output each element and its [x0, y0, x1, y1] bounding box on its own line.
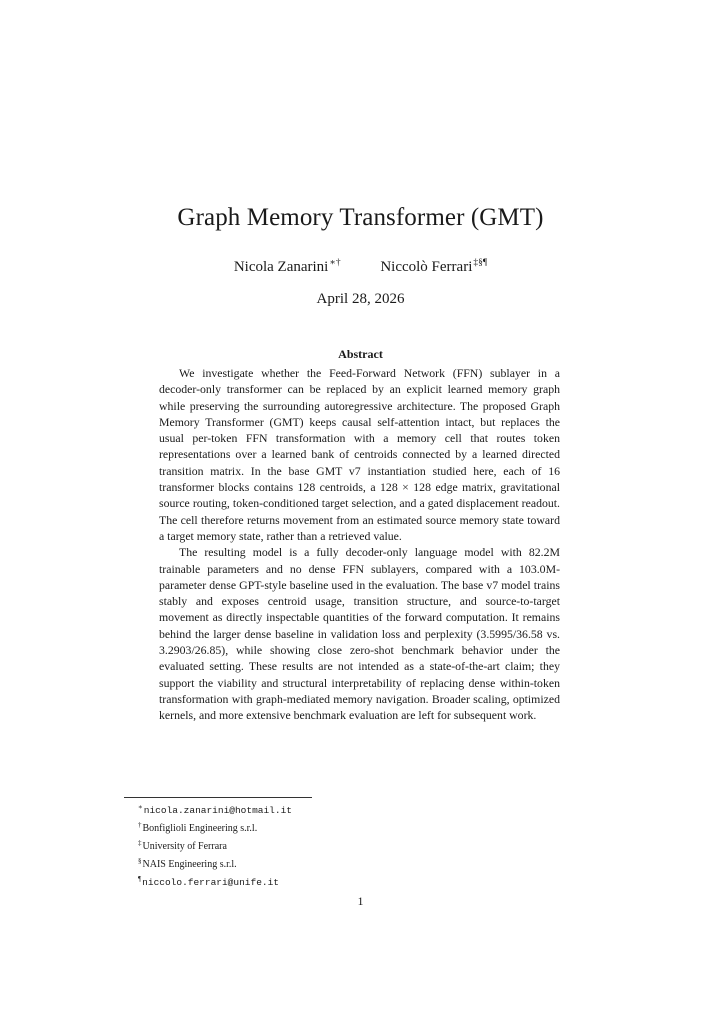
footnote-mark: ∗ — [138, 803, 143, 811]
abstract-body — [159, 365, 560, 724]
author-1-name: Nicola Zanarini — [233, 259, 329, 275]
footnote-email-1 — [138, 800, 598, 818]
author-1-affiliation-marks: ∗† — [329, 258, 341, 268]
author-list — [0, 257, 721, 276]
author-2-affiliation-marks: ‡§¶ — [473, 258, 488, 268]
paper-date: April 28, 2026 — [316, 291, 405, 307]
footnote-text[interactable]: niccolo.ferrari@unife.it — [142, 877, 279, 888]
footnote-text: Bonfiglioli Engineering s.r.l. — [142, 823, 258, 834]
paper-title: Graph Memory Transformer (GMT) — [177, 204, 544, 231]
author-2 — [380, 258, 487, 276]
footnote-rule — [124, 797, 312, 798]
page-number: 1 — [357, 894, 364, 908]
footnote-mark: ‡ — [138, 839, 142, 847]
abstract-paragraph-2: The resulting model is a fully decoder-only language model with 82.2M trainable parameters and no dense FFN sublayers, compared with a 103.0M-parameter dense GPT-style baseline used in the evaluation. The base v7 model trains stably and exposes centroid usage, transition structure, and source-to-target movement as directly inspectable quantities of the forward computation. It remains behind the larger dense baseline in validation loss and perplexity (3.5995/36.58 vs. 3.2903/26.85), while showing close zero-shot benchmark behavior under the evaluated setting. These results are not intended as a state-of-the-art claim; they support the viability and structural interpretability of replacing dense within-token transformation with graph-mediated memory navigation. Broader scaling, optimized kernels, and more extensive benchmark evaluation are left for subsequent work. — [159, 545, 560, 723]
footnote-affiliation-1 — [138, 818, 598, 836]
author-2-name: Niccolò Ferrari — [380, 259, 473, 275]
author-1 — [234, 257, 341, 276]
footnote-affiliation-2 — [138, 836, 598, 854]
footnote-text: NAIS Engineering s.r.l. — [142, 859, 237, 870]
footnote-text[interactable]: nicola.zanarini@hotmail.it — [143, 805, 292, 816]
abstract-paragraph-1: We investigate whether the Feed-Forward Network (FFN) sublayer in a decoder-only transformer can be replaced by an explicit learned memory graph while preserving the surrounding autoregressive architecture. The proposed Graph Memory Transformer (GMT) keeps causal self-attention intact, but replaces the usual per-token FFN transformation with a memory cell that routes token representations over a learned bank of centroids connected by a learned directed transition matrix. In the base GMT v7 instantiation studied here, each of 16 transformer blocks contains 128 centroids, a 128 × 128 edge matrix, gravitational source routing, token-conditioned target selection, and a gated displacement readout. The cell therefore returns movement from an estimated source memory state toward a target memory state, rather than a retrieved value. — [159, 366, 560, 543]
footnote-mark: ¶ — [138, 875, 142, 883]
footnote-mark: † — [138, 821, 142, 829]
footnote-text: University of Ferrara — [142, 841, 227, 852]
footnotes — [138, 800, 598, 890]
footnote-mark: § — [138, 857, 142, 865]
abstract-heading: Abstract — [338, 347, 383, 361]
footnote-email-2 — [138, 872, 598, 890]
footnote-affiliation-3 — [138, 854, 598, 872]
